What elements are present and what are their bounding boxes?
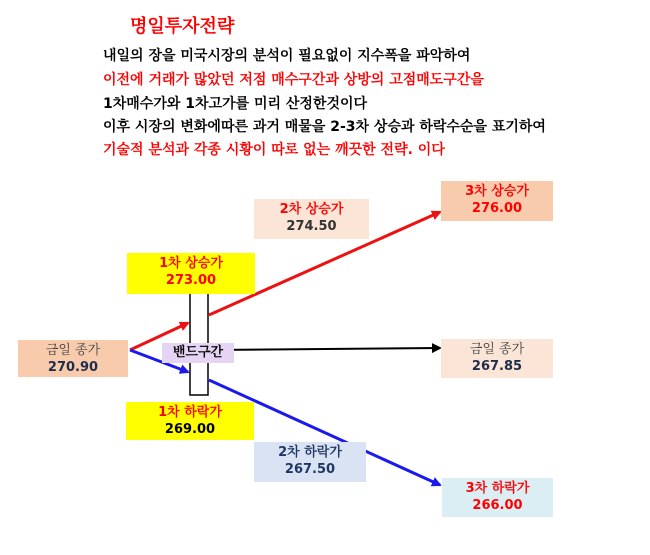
today-close-box	[18, 340, 128, 377]
intro-line-2: 이전에 거래가 많았던 저점 매수구간과 상방의 고점매도구간을	[103, 72, 484, 88]
up3-label: 3차 상승가	[465, 184, 529, 199]
down3-label: 3차 하락가	[465, 481, 530, 496]
down2-value: 267.50	[284, 462, 336, 477]
up1-value: 273.00	[165, 273, 217, 288]
down1-box	[126, 402, 254, 440]
flat-arrow	[208, 348, 440, 350]
band-label: 밴드구간	[162, 343, 234, 363]
down1-label: 1차 하락가	[158, 405, 222, 420]
up2-label: 2차 상승가	[279, 202, 344, 217]
right-close-value: 267.85	[471, 359, 523, 374]
right-close-box	[441, 339, 553, 378]
intro-line-1: 내일의 장을 미국시장의 분석이 필요없이 지수폭을 파악하여	[103, 48, 471, 64]
up2-box	[254, 199, 369, 239]
up3-value: 276.00	[471, 201, 523, 216]
down3-value: 266.00	[472, 498, 523, 513]
up1-label: 1차 상승가	[159, 256, 223, 271]
intro-line-3: 1차매수가와 1차고가를 미리 산정한것이다	[103, 96, 368, 112]
down1-value: 269.00	[164, 422, 216, 437]
strategy-title: 명일투자전략	[130, 16, 235, 37]
right-close-label: 금일 종가	[469, 342, 525, 357]
intro-line-4: 이후 시장의 변화에따른 과거 매물을 2-3차 상승과 하락수순을 표기하여	[103, 119, 546, 135]
down2-label: 2차 하락가	[278, 445, 342, 460]
intro-line-5: 기술적 분석과 각종 시황이 따로 없는 깨끗한 전략. 이다	[103, 142, 445, 158]
up3-box	[441, 181, 553, 221]
up1-box	[127, 253, 255, 294]
up2-value: 274.50	[286, 219, 337, 234]
down2-box	[254, 442, 366, 482]
today-close-value: 270.90	[47, 360, 99, 375]
today-close-label: 금일 종가	[45, 343, 101, 358]
down3-box	[442, 478, 553, 517]
